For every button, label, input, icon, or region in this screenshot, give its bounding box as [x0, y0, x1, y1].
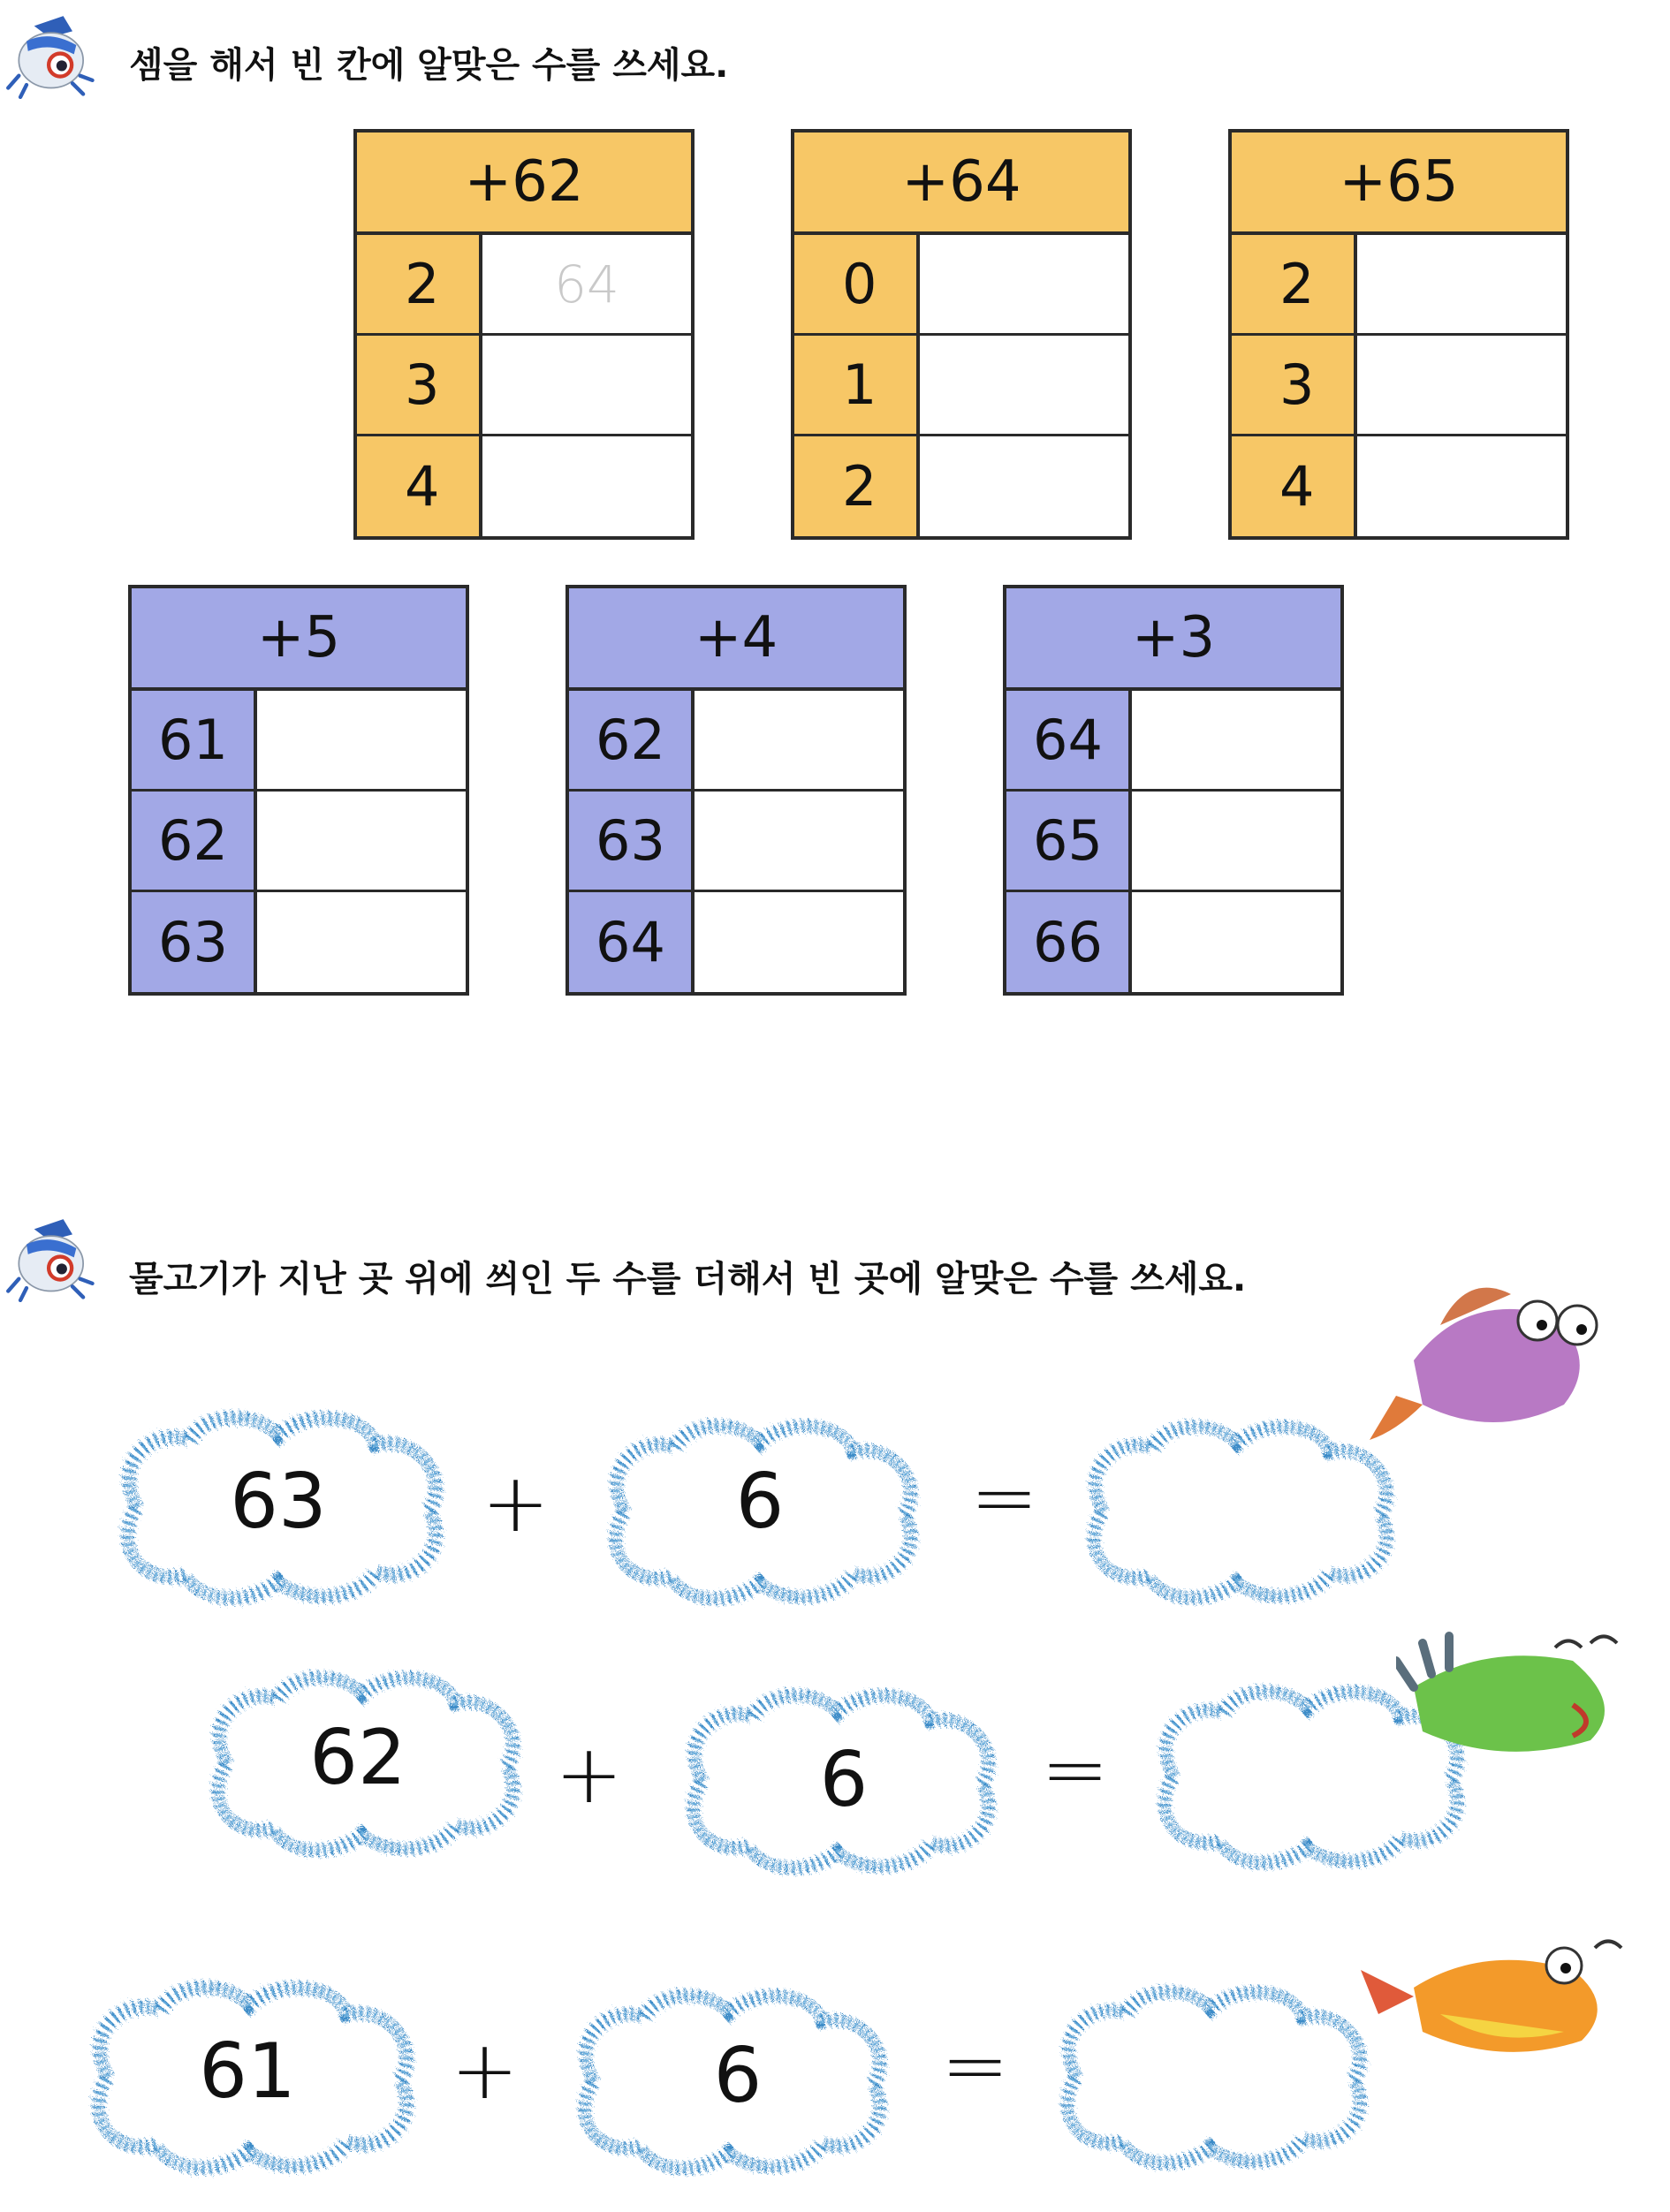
row-key: 4	[1232, 436, 1357, 536]
mascot-icon	[4, 1217, 95, 1302]
answer-cell[interactable]: 64	[482, 235, 691, 333]
table-row	[794, 336, 1128, 436]
row-key: 0	[794, 235, 920, 333]
purple-fish-icon	[1361, 1254, 1617, 1458]
table-row	[1232, 235, 1566, 336]
table-row	[1006, 792, 1340, 892]
addend-a: 63	[230, 1458, 327, 1546]
row-key: 64	[1006, 691, 1132, 789]
row-key: 62	[569, 691, 695, 789]
answer-cell[interactable]	[482, 336, 691, 434]
row-key: 62	[132, 792, 257, 890]
answer-cell[interactable]	[920, 336, 1128, 434]
instruction-2: 물고기가 지난 곳 위에 씌인 두 수를 더해서 빈 곳에 알맞은 수를 쓰세요.	[129, 1259, 1247, 1299]
plus-sign: +	[451, 2023, 520, 2117]
answer-cell[interactable]	[920, 235, 1128, 333]
table-row	[357, 436, 691, 536]
addend-b: 6	[735, 1458, 785, 1546]
row-key: 4	[357, 436, 482, 536]
answer-cloud[interactable]	[1043, 1974, 1378, 2178]
addend-b: 6	[819, 1736, 869, 1824]
table-row	[794, 436, 1128, 536]
table-row	[1006, 892, 1340, 992]
plus-sign: +	[555, 1727, 624, 1822]
answer-cloud[interactable]	[1069, 1409, 1405, 1612]
answer-cell[interactable]	[920, 436, 1128, 536]
row-key: 3	[357, 336, 482, 434]
table-row	[569, 792, 903, 892]
equals-sign: =	[941, 2019, 1010, 2113]
table-row	[569, 892, 903, 992]
addition-table-1	[353, 129, 695, 540]
answer-cell[interactable]	[1357, 436, 1566, 536]
addition-table-6	[1003, 585, 1344, 996]
answer-cell[interactable]	[1132, 691, 1340, 789]
answer-cell[interactable]	[257, 691, 466, 789]
table-row	[132, 892, 466, 992]
addition-table-2	[791, 129, 1132, 540]
row-key: 2	[794, 436, 920, 536]
row-key: 66	[1006, 892, 1132, 992]
section-2	[0, 1193, 1670, 2212]
answer-cell[interactable]	[1357, 235, 1566, 333]
addend-a: 62	[309, 1714, 406, 1802]
table-row	[132, 691, 466, 792]
answer-cell[interactable]	[695, 892, 903, 992]
plus-sign: +	[482, 1456, 550, 1550]
equals-sign: =	[970, 1451, 1039, 1545]
row-key: 61	[132, 691, 257, 789]
answer-cell[interactable]	[1132, 892, 1340, 992]
addition-table-5	[566, 585, 907, 996]
table-row	[794, 235, 1128, 336]
addition-table-3	[1228, 129, 1569, 540]
addition-table-4	[128, 585, 469, 996]
table-header: +5	[132, 588, 466, 691]
row-key: 63	[569, 792, 695, 890]
row-key: 63	[132, 892, 257, 992]
answer-cell[interactable]	[482, 436, 691, 536]
answer-cell[interactable]	[257, 792, 466, 890]
instruction-1: 셈을 해서 빈 칸에 알맞은 수를 쓰세요.	[129, 45, 729, 86]
table-row	[1232, 436, 1566, 536]
table-header: +3	[1006, 588, 1340, 691]
table-header: +64	[794, 133, 1128, 235]
table-header: +65	[1232, 133, 1566, 235]
table-row	[357, 235, 691, 336]
section-1	[0, 0, 1670, 1060]
green-fish-icon	[1396, 1625, 1643, 1776]
table-header: +4	[569, 588, 903, 691]
table-row	[1232, 336, 1566, 436]
equals-sign: =	[1041, 1723, 1110, 1817]
table-row	[569, 691, 903, 792]
row-key: 2	[357, 235, 482, 333]
answer-cell[interactable]	[695, 691, 903, 789]
row-key: 65	[1006, 792, 1132, 890]
answer-cell[interactable]	[1357, 336, 1566, 434]
row-key: 1	[794, 336, 920, 434]
orange-fish-icon	[1361, 1917, 1626, 2067]
table-row	[1006, 691, 1340, 792]
table-row	[132, 792, 466, 892]
answer-cell[interactable]	[695, 792, 903, 890]
answer-cell[interactable]	[257, 892, 466, 992]
table-row	[357, 336, 691, 436]
addend-b: 6	[713, 2032, 763, 2120]
row-key: 3	[1232, 336, 1357, 434]
row-key: 2	[1232, 235, 1357, 333]
mascot-icon	[4, 14, 95, 99]
table-header: +62	[357, 133, 691, 235]
row-key: 64	[569, 892, 695, 992]
addend-a: 61	[199, 2027, 296, 2116]
answer-cell[interactable]	[1132, 792, 1340, 890]
